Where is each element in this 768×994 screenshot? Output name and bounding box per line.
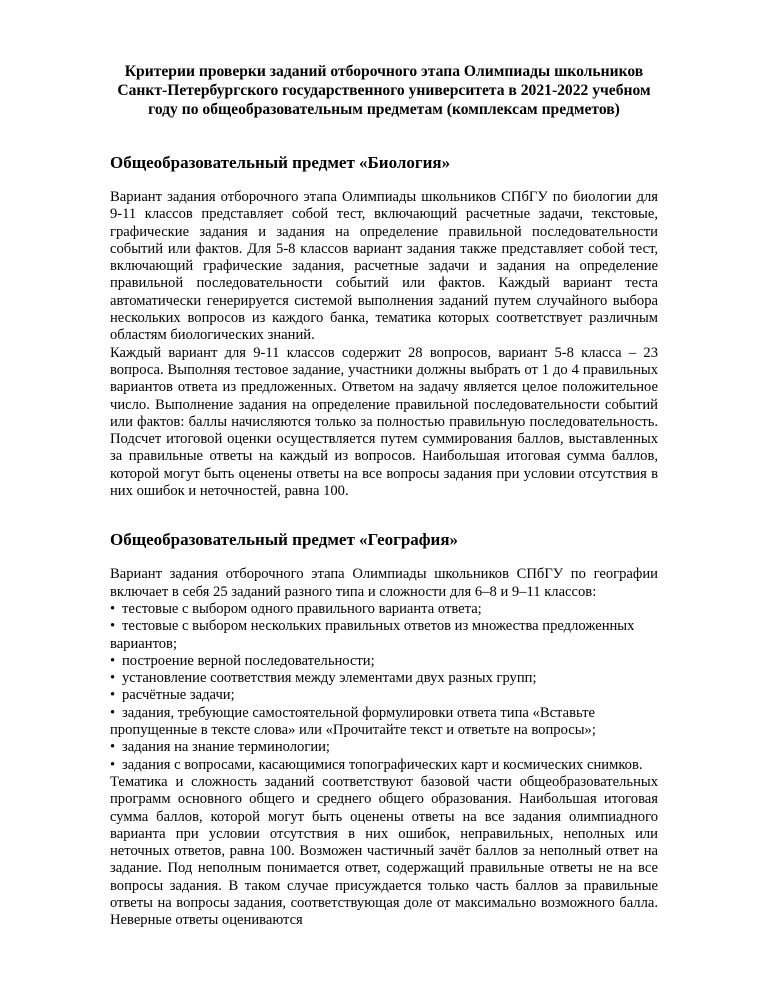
list-item: • задания на знание терминологии; xyxy=(110,739,330,756)
list-item: • тестовые с выбором нескольких правильных ответов из множества предложенных вариантов; xyxy=(110,618,635,652)
document-page xyxy=(110,62,658,930)
list-item: • задания с вопросами, касающимися топографических карт и космических снимков. xyxy=(110,756,643,773)
list-item: • установление соответствия между элементами двух разных групп; xyxy=(110,670,537,687)
paragraph: Каждый вариант для 9-11 классов содержит 28 вопросов, вариант 5-8 класса – 23 вопроса. Выполняя тестовое задание, участники должны выбрать от 1 до 4 правильных вариантов ответа из предложенных. Ответом на задачу является целое положительное число. Выполнение задания на определение правильной последовательности событий или фактов: баллы начисляются только за полностью правильную последовательность. Подсчет итоговой оценки осуществляется путем суммирования баллов, выставленных за правильные ответы на каждый из вопросов. Наибольшая итоговая сумма баллов, которой могут быть оценены ответы на все вопросы задания при условии отсутствия в них ошибок и неточностей, равна 100. xyxy=(110,344,658,500)
bullet-icon: • xyxy=(110,670,116,687)
section-heading-geography: Общеобразовательный предмет «География» xyxy=(110,530,459,550)
bullet-icon: • xyxy=(110,652,116,669)
paragraph: Вариант задания отборочного этапа Олимпиады школьников СПбГУ по биологии для 9-11 классов представляет собой тест, включающий расчетные задачи, текстовые, графические задания и задания на определение правильной последовательности событий или фактов. Для 5-8 классов вариант задания также представляет собой тест, включающий графические задания, расчетные задачи и задания на определение правильной последовательности событий или фактов. Каждый вариант теста автоматически генерируется системой выполнения заданий путем случайного выбора нескольких вопросов из каждого банка, тематика которых соответствует различным областям биологических знаний. xyxy=(110,189,658,344)
paragraph: Тематика и сложность заданий соответствуют базовой части общеобразовательных программ основного общего и среднего общего образования. Наибольшая итоговая сумма баллов, которой могут быть оценены ответы на все задания олимпиадного варианта при условии отсутствия в них ошибок, неправильных, неполных или неточных ответов, равна 100. Возможен частичный зачёт баллов за неполный ответ на задание. Под неполным понимается ответ, содержащий правильные ответы не на все вопросы задания. В таком случае присуждается только часть баллов за правильные ответы на вопросы задания, соответствующая доле от максимально возможного балла. Неверные ответы оцениваются xyxy=(110,773,658,929)
list-item: • задания, требующие самостоятельной формулировки ответа типа «Вставьте пропущенные в тексте слова» или «Прочитайте текст и ответьте на вопросы»; xyxy=(110,704,596,739)
list-item: • расчётные задачи; xyxy=(110,687,235,704)
bullet-icon: • xyxy=(110,739,116,756)
list-item: • тестовые с выбором одного правильного варианта ответа; xyxy=(110,600,482,617)
section-body-biology xyxy=(110,189,658,500)
bullet-icon: • xyxy=(110,600,116,617)
bullet-icon: • xyxy=(110,618,116,635)
paragraph: Вариант задания отборочного этапа Олимпиады школьников СПбГУ по географии включает в себя 25 заданий разного типа и сложности для 6–8 и 9–11 классов: xyxy=(110,566,658,600)
document-title: Критерии проверки заданий отборочного этапа Олимпиады школьников Санкт-Петербургского государственного университета в 2021-2022 учебном году по общеобразовательным предметам (комплексам предметов) xyxy=(117,63,651,118)
bullet-icon: • xyxy=(110,687,116,704)
bullet-list xyxy=(110,601,658,774)
bullet-icon: • xyxy=(110,756,116,773)
bullet-icon: • xyxy=(110,704,116,721)
list-item: • построение верной последовательности; xyxy=(110,652,375,669)
section-body-geography xyxy=(110,566,658,929)
section-heading-biology: Общеобразовательный предмет «Биология» xyxy=(110,153,451,172)
